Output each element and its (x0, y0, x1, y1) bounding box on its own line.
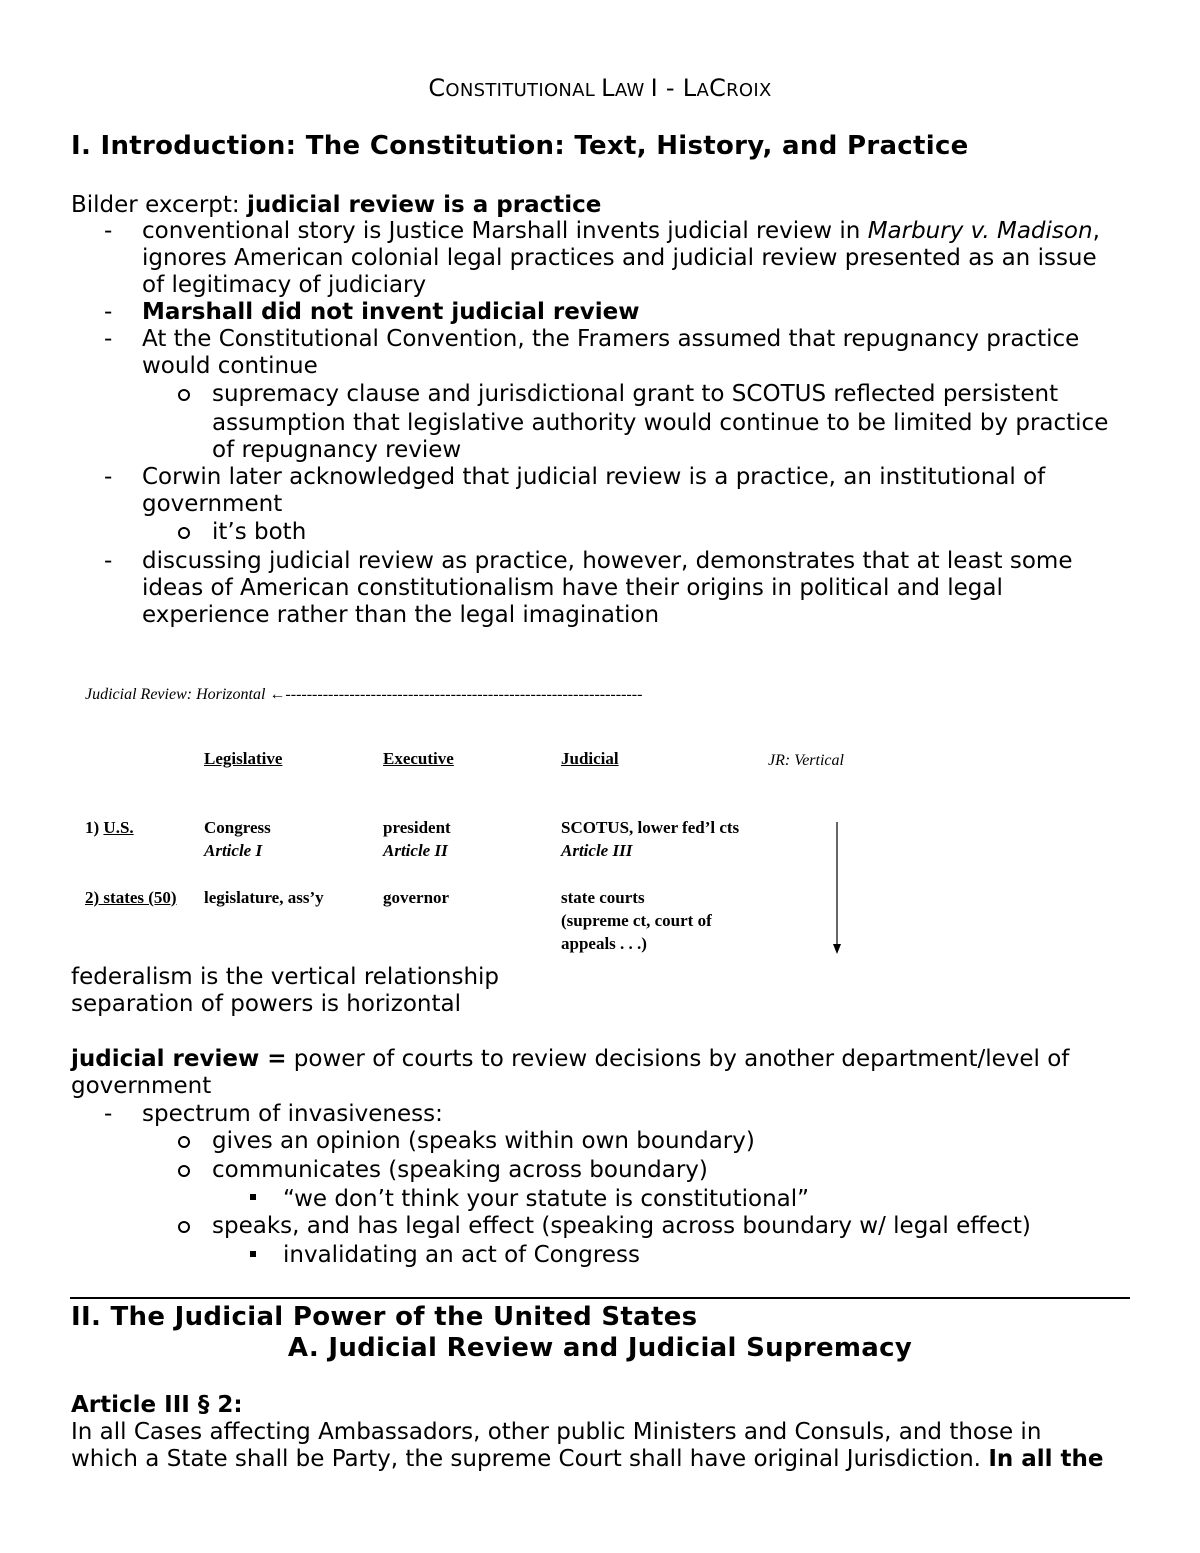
vertical-arrow-icon (826, 820, 848, 958)
row-states-judicial: state courts (561, 888, 645, 907)
document-title: CONSTITUTIONAL LAW I - LACROIX (428, 74, 772, 102)
section-1-heading: I. Introduction: The Constitution: Text, History, and Practice (71, 131, 969, 161)
circle-bullet-icon (178, 527, 190, 539)
bullet-marshall-not-invent: Marshall did not invent judicial review (142, 299, 640, 325)
article-text: which a State shall be Party, the supreme Court shall have original Jurisdiction. In all the (71, 1446, 1104, 1472)
row-us-executive-article: Article II (383, 841, 448, 860)
circle-bullet-icon (178, 1136, 190, 1148)
row-us-label: 1) U.S. (85, 818, 134, 837)
bullet-text: discussing judicial review as practice, however, demonstrates that at least some (142, 548, 1073, 574)
sub-bullet-text: of repugnancy review (212, 437, 462, 463)
col-executive: Executive (383, 749, 454, 768)
bullet-text: experience rather than the legal imagination (142, 602, 660, 628)
bullet-text: ignores American colonial legal practices and judicial review presented as an issue (142, 245, 1097, 271)
section-divider (70, 1297, 1130, 1299)
circle-bullet-icon (178, 1165, 190, 1177)
row-us-judicial: SCOTUS, lower fed’l cts (561, 818, 740, 837)
article-heading: Article III § 2: (71, 1392, 243, 1418)
bilder-line: Bilder excerpt: judicial review is a practice (71, 192, 602, 218)
bullet-text: would continue (142, 353, 318, 379)
sub-bullet-text: it’s both (212, 519, 307, 545)
row-states-judicial: (supreme ct, court of (561, 911, 712, 930)
row-us-legislative: Congress (204, 818, 271, 837)
row-states-judicial: appeals . . .) (561, 934, 647, 953)
bullet-text: of legitimacy of judiciary (142, 272, 427, 298)
circle-bullet-icon (178, 389, 190, 401)
square-bullet-icon (250, 1194, 256, 1200)
row-states-executive: governor (383, 888, 450, 907)
definition-continued: government (71, 1073, 212, 1099)
dash-bullet: - (104, 464, 113, 490)
bullet-text: At the Constitutional Convention, the Framers assumed that repugnancy practice (142, 326, 1080, 352)
dash-bullet: - (104, 548, 113, 574)
spectrum-item: gives an opinion (speaks within own boundary) (212, 1128, 755, 1154)
federalism-note: federalism is the vertical relationship (71, 964, 500, 990)
spectrum-item: speaks, and has legal effect (speaking across boundary w/ legal effect) (212, 1213, 1031, 1239)
bullet-text: ideas of American constitutionalism have their origins in political and legal (142, 575, 1003, 601)
spectrum-sub-item: invalidating an act of Congress (283, 1242, 640, 1268)
col-judicial: Judicial (561, 749, 619, 768)
dash-bullet: - (104, 299, 113, 325)
row-states-legislative: legislature, ass’y (204, 888, 324, 907)
col-legislative: Legislative (204, 749, 283, 768)
separation-note: separation of powers is horizontal (71, 991, 462, 1017)
spectrum-sub-item: “we don’t think your statute is constitutional” (283, 1186, 810, 1212)
bullet-text: Corwin later acknowledged that judicial review is a practice, an institutional of (142, 464, 1046, 490)
dash-bullet: - (104, 218, 113, 244)
row-us-executive: president (383, 818, 451, 837)
dash-bullet: - (104, 1101, 113, 1127)
article-text: In all Cases affecting Ambassadors, other public Ministers and Consuls, and those in (71, 1419, 1042, 1445)
row-us-judicial-article: Article III (561, 841, 633, 860)
sub-bullet-text: assumption that legislative authority would continue to be limited by practice (212, 410, 1109, 436)
vertical-label: JR: Vertical (768, 752, 844, 769)
row-states-label: 2) states (50) (85, 888, 177, 907)
circle-bullet-icon (178, 1221, 190, 1233)
square-bullet-icon (250, 1251, 256, 1257)
section-2-heading: II. The Judicial Power of the United States (71, 1302, 698, 1332)
bullet-marshall-story: conventional story is Justice Marshall invents judicial review in Marbury v. Madison, (142, 218, 1100, 244)
spectrum-item: communicates (speaking across boundary) (212, 1157, 708, 1183)
row-us-legislative-article: Article I (204, 841, 263, 860)
sub-bullet-text: supremacy clause and jurisdictional grant to SCOTUS reflected persistent (212, 381, 1059, 407)
section-2-subheading: A. Judicial Review and Judicial Supremacy (287, 1333, 913, 1363)
dash-bullet: - (104, 326, 113, 352)
horizontal-label: Judicial Review: Horizontal ←------------------------------------------------------------------- (85, 686, 643, 703)
bullet-text: government (142, 491, 283, 517)
spectrum-bullet: spectrum of invasiveness: (142, 1101, 443, 1127)
judicial-review-definition: judicial review = power of courts to review decisions by another department/level of (71, 1046, 1070, 1072)
